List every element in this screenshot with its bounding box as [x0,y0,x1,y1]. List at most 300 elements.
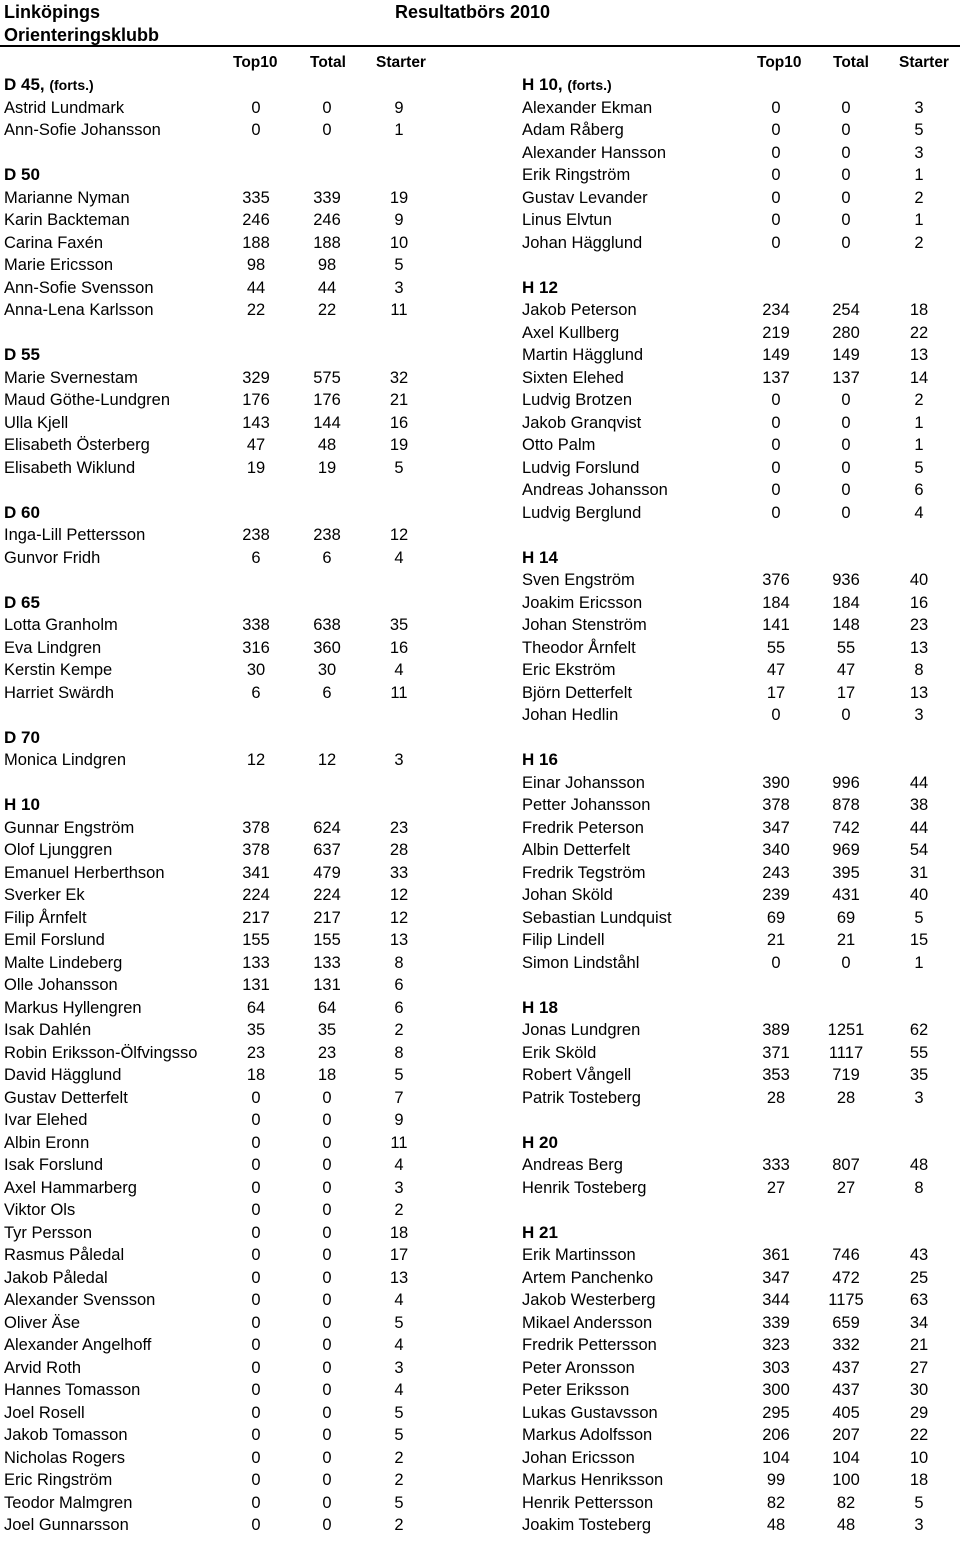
total-value: 30 [317,661,337,679]
total-value: 23 [317,1043,337,1062]
starter-value: 30 [909,1381,929,1399]
top10-value: 98 [246,256,266,274]
result-row [522,794,960,817]
class-heading [522,547,960,570]
result-row [522,209,960,232]
top10-value: 23 [246,1043,266,1062]
starter-value: 33 [389,863,409,882]
starter-value: 3 [394,278,404,297]
total-value: 479 [313,863,341,882]
total-value: 19 [317,458,337,477]
total-value: 0 [322,1133,332,1152]
runner-name: Johan Hedlin [522,706,619,724]
top10-value: 0 [251,1088,261,1107]
top10-value: 371 [762,1043,790,1062]
result-row [522,142,960,165]
runner-name: Gustav Detterfelt [4,1088,128,1107]
group-spacer [4,479,474,502]
result-row [4,884,474,907]
total-value: 1175 [828,1291,864,1309]
result-row [522,232,960,255]
total-value: 48 [836,1516,856,1534]
total-value: 575 [313,368,341,387]
total-value: 1117 [828,1043,864,1062]
runner-name: Jakob Westerberg [522,1291,656,1309]
top10-value: 82 [766,1493,786,1512]
runner-name: Carina Faxén [4,233,104,252]
total-value: 0 [841,98,851,117]
class-heading-label: D 55 [4,345,40,364]
top10-value: 0 [251,1223,261,1242]
total-value: 0 [841,706,851,724]
class-heading-label: H 18 [522,997,558,1017]
total-value: 6 [322,683,332,702]
starter-value: 3 [394,751,404,769]
class-heading [4,164,474,187]
group-spacer [522,1199,960,1222]
total-value: 254 [832,301,860,319]
starter-value: 10 [389,233,409,252]
runner-name: Eva Lindgren [4,638,102,657]
total-value: 437 [832,1358,860,1377]
top10-value: 329 [242,368,270,387]
runner-name: Fredrik Pettersson [522,1336,657,1354]
result-row [522,322,960,345]
top10-value: 217 [242,908,270,927]
starter-value: 55 [909,1043,929,1062]
total-value: 176 [313,391,341,409]
total-value: 746 [832,1246,860,1264]
total-value: 969 [832,841,860,859]
total-value: 360 [313,638,341,657]
group-spacer [522,974,960,997]
runner-name: Albin Eronn [4,1133,90,1152]
runner-name: Teodor Malmgren [4,1493,133,1512]
total-value: 0 [841,503,851,522]
top10-value: 234 [762,301,790,319]
runner-name: Hannes Tomasson [4,1381,141,1399]
top10-value: 176 [242,391,270,409]
top10-value: 28 [766,1088,786,1107]
result-row [4,907,474,930]
total-value: 0 [322,1156,332,1174]
runner-name: Ann-Sofie Johansson [4,121,161,139]
result-row [522,344,960,367]
starter-value: 8 [394,1043,404,1062]
result-row [522,772,960,795]
result-row [522,1267,960,1290]
runner-name: Marie Ericsson [4,256,114,274]
runner-name: Inga-Lill Pettersson [4,526,146,544]
top10-value: 30 [246,661,266,679]
group-spacer [4,772,474,795]
group-spacer [4,142,474,165]
runner-name: Joakim Ericsson [522,593,643,612]
starter-value: 5 [394,458,404,477]
result-row [522,862,960,885]
col-header-starter: Starter [899,54,949,71]
result-row [522,1402,960,1425]
top10-value: 347 [762,818,790,837]
runner-name: Viktor Ols [4,1201,76,1219]
top10-value: 339 [762,1313,790,1332]
starter-value: 34 [909,1313,929,1332]
runner-name: Maud Göthe-Lundgren [4,391,171,409]
result-row [4,1222,474,1245]
top10-value: 378 [242,818,270,837]
result-row [4,1109,474,1132]
class-heading [4,344,474,367]
top10-value: 303 [762,1358,790,1377]
result-row [4,682,474,705]
total-value: 0 [322,1426,332,1444]
result-row [4,187,474,210]
runner-name: Karin Backteman [4,211,130,229]
top10-value: 0 [771,458,781,477]
result-row [4,1469,474,1492]
starter-value: 27 [909,1358,929,1377]
total-value: 431 [832,886,860,904]
starter-value: 5 [394,256,404,274]
top10-value: 104 [762,1448,790,1467]
runner-name: Anna-Lena Karlsson [4,301,154,319]
result-row [4,299,474,322]
top10-value: 133 [242,953,270,972]
starter-value: 23 [389,818,409,837]
top10-value: 333 [762,1156,790,1174]
total-value: 0 [841,233,851,252]
page-header [0,0,960,46]
result-row [4,412,474,435]
starter-value: 5 [914,1493,924,1512]
starter-value: 44 [909,818,929,837]
col-header-total: Total [310,54,346,71]
starter-value: 3 [914,143,924,162]
runner-name: Fredrik Peterson [522,818,644,837]
starter-value: 62 [909,1021,929,1039]
runner-name: Johan Hägglund [522,233,643,252]
top10-value: 55 [766,638,786,657]
top10-value: 206 [762,1426,790,1444]
top10-value: 0 [771,143,781,162]
starter-value: 54 [909,841,929,859]
col-header-total: Total [833,54,869,71]
result-row [4,749,474,772]
result-row [4,1244,474,1267]
result-row [522,1424,960,1447]
total-value: 18 [317,1066,337,1084]
result-row [4,1447,474,1470]
starter-value: 5 [914,908,924,927]
starter-value: 18 [909,1471,929,1489]
starter-value: 15 [909,931,929,949]
total-value: 188 [313,233,341,252]
runner-name: Sverker Ek [4,886,85,904]
group-spacer [4,322,474,345]
club-name [4,1,159,47]
starter-value: 5 [394,1403,404,1422]
starter-value: 6 [394,976,404,994]
total-value: 719 [832,1066,860,1084]
runner-name: Johan Ericsson [522,1448,635,1467]
result-row [4,952,474,975]
total-value: 82 [836,1493,856,1512]
starter-value: 14 [909,368,929,387]
starter-value: 13 [909,346,929,364]
group-spacer [522,524,960,547]
result-row [522,434,960,457]
starter-value: 29 [909,1403,929,1422]
runner-name: Joel Rosell [4,1403,85,1422]
runner-name: Theodor Årnfelt [522,638,636,657]
top10-value: 0 [251,1381,261,1399]
runner-name: Isak Forslund [4,1156,104,1174]
runner-name: Markus Adolfsson [522,1426,653,1444]
starter-value: 23 [909,616,929,634]
result-row [522,299,960,322]
top10-value: 155 [242,931,270,949]
starter-value: 4 [394,661,404,679]
top10-value: 0 [771,166,781,184]
club-name-line1: Linköpings [4,2,100,22]
result-row [4,1064,474,1087]
runner-name: Markus Henriksson [522,1471,664,1489]
runner-name: Jonas Lundgren [522,1021,641,1039]
runner-name: Johan Stenström [522,616,647,634]
top10-value: 239 [762,886,790,904]
top10-value: 6 [251,548,261,567]
result-row [4,1199,474,1222]
starter-value: 6 [394,998,404,1017]
total-value: 405 [832,1403,860,1422]
top10-value: 12 [246,751,266,769]
result-row [522,1312,960,1335]
top10-value: 0 [251,1336,261,1354]
runner-name: Alexander Ekman [522,98,653,117]
total-value: 0 [322,1246,332,1264]
total-value: 0 [841,458,851,477]
top10-value: 0 [771,436,781,454]
result-row [4,1379,474,1402]
runner-name: Henrik Pettersson [522,1493,654,1512]
total-value: 0 [322,1516,332,1534]
runner-name: Axel Hammarberg [4,1178,137,1197]
class-heading-label: D 70 [4,727,40,747]
results-column-right [522,74,960,1537]
result-row [4,817,474,840]
runner-name: Lotta Granholm [4,616,118,634]
top10-value: 0 [771,188,781,207]
runner-name: Ivar Elehed [4,1111,88,1129]
top10-value: 143 [242,413,270,432]
result-row [522,97,960,120]
top10-value: 21 [766,931,786,949]
starter-value: 2 [394,1471,404,1489]
total-value: 148 [832,616,860,634]
class-heading-label: D 50 [4,165,40,184]
result-row [522,952,960,975]
starter-value: 3 [394,1358,404,1377]
starter-value: 40 [909,571,929,589]
class-heading-label: D 65 [4,592,40,612]
result-row [4,659,474,682]
top10-value: 149 [762,346,790,364]
starter-value: 9 [394,1111,404,1129]
total-value: 638 [313,616,341,634]
total-value: 48 [317,436,337,454]
top10-value: 246 [242,211,270,229]
result-row [4,1177,474,1200]
runner-name: Eric Ekström [522,661,616,679]
starter-value: 11 [390,1133,408,1152]
result-row [522,884,960,907]
total-value: 44 [317,278,337,297]
starter-value: 2 [394,1448,404,1467]
total-value: 27 [836,1178,856,1197]
runner-name: Peter Eriksson [522,1381,630,1399]
top10-value: 0 [251,1201,261,1219]
total-value: 131 [313,976,341,994]
top10-value: 27 [766,1178,786,1197]
result-row [522,1087,960,1110]
runner-name: Sven Engström [522,571,635,589]
top10-value: 0 [251,98,261,117]
starter-value: 3 [914,706,924,724]
runner-name: Emanuel Herberthson [4,863,165,882]
result-row [522,1177,960,1200]
top10-value: 376 [762,571,790,589]
total-value: 0 [322,1471,332,1489]
starter-value: 1 [394,121,404,139]
top10-value: 0 [771,953,781,972]
top10-value: 378 [242,841,270,859]
result-row [522,1469,960,1492]
starter-value: 2 [394,1201,404,1219]
starter-value: 8 [914,1178,924,1197]
runner-name: Ulla Kjell [4,413,69,432]
total-value: 6 [322,548,332,567]
top10-value: 0 [771,503,781,522]
class-heading-label: H 14 [522,547,558,567]
top10-value: 0 [771,98,781,117]
starter-value: 19 [389,188,409,207]
runner-name: Gustav Levander [522,188,648,207]
total-value: 149 [832,346,860,364]
starter-value: 31 [909,863,929,882]
total-value: 0 [322,1201,332,1219]
total-value: 184 [832,593,860,612]
top10-value: 335 [242,188,270,207]
total-value: 0 [841,391,851,409]
result-row [4,637,474,660]
top10-value: 390 [762,773,790,792]
starter-value: 1 [914,166,924,184]
class-heading-label: H 12 [522,277,558,297]
result-row [4,1312,474,1335]
runner-name: Albin Detterfelt [522,841,631,859]
class-heading-label: H 21 [522,1222,558,1242]
runner-name: Elisabeth Österberg [4,436,150,454]
group-spacer [4,569,474,592]
top10-value: 243 [762,863,790,882]
runner-name: David Hägglund [4,1066,122,1084]
top10-value: 0 [251,1268,261,1287]
top10-value: 389 [762,1021,790,1039]
total-value: 0 [322,1358,332,1377]
starter-value: 1 [914,436,924,454]
top10-value: 295 [762,1403,790,1422]
runner-name: Nicholas Rogers [4,1448,126,1467]
top10-value: 35 [246,1021,266,1039]
total-value: 0 [322,1448,332,1467]
class-heading [522,74,960,97]
result-row [522,1447,960,1470]
class-heading [4,592,474,615]
runner-name: Sixten Elehed [522,368,624,387]
starter-value: 3 [914,1088,924,1107]
starter-value: 4 [394,548,404,567]
starter-value: 2 [394,1516,404,1534]
result-row [522,1379,960,1402]
continued-label: (forts.) [49,77,94,93]
starter-value: 40 [909,886,929,904]
starter-value: 5 [914,121,924,139]
class-heading [4,502,474,525]
result-row [522,1334,960,1357]
class-heading [522,1222,960,1245]
total-value: 155 [313,931,341,949]
runner-name: Ludvig Berglund [522,503,642,522]
top10-value: 0 [771,413,781,432]
result-row [4,232,474,255]
class-heading-label: H 10 [4,795,40,814]
starter-value: 7 [394,1088,404,1107]
result-row [4,119,474,142]
runner-name: Sebastian Lundquist [522,908,672,927]
runner-name: Joakim Tosteberg [522,1516,652,1534]
top10-value: 64 [246,998,266,1017]
starter-value: 25 [909,1268,929,1287]
starter-value: 4 [914,503,924,522]
result-row [522,1514,960,1537]
starter-value: 21 [389,391,409,409]
top10-value: 0 [251,1156,261,1174]
starter-value: 28 [389,841,409,859]
result-row [4,97,474,120]
group-spacer [522,254,960,277]
starter-value: 4 [394,1381,404,1399]
total-value: 0 [322,1088,332,1107]
runner-name: Andreas Berg [522,1156,623,1174]
result-row [522,1357,960,1380]
runner-name: Robin Eriksson-Ölfvingsso [4,1043,198,1062]
top10-value: 0 [251,1493,261,1512]
total-value: 0 [841,413,851,432]
total-value: 637 [313,841,341,859]
total-value: 0 [322,1223,332,1242]
group-spacer [4,704,474,727]
total-value: 0 [322,121,332,139]
result-row [4,614,474,637]
starter-value: 63 [909,1291,929,1309]
top10-value: 353 [762,1066,790,1084]
starter-value: 5 [394,1313,404,1332]
result-row [522,1064,960,1087]
total-value: 339 [313,188,341,207]
result-row [522,1492,960,1515]
class-heading [4,727,474,750]
total-value: 98 [317,256,337,274]
